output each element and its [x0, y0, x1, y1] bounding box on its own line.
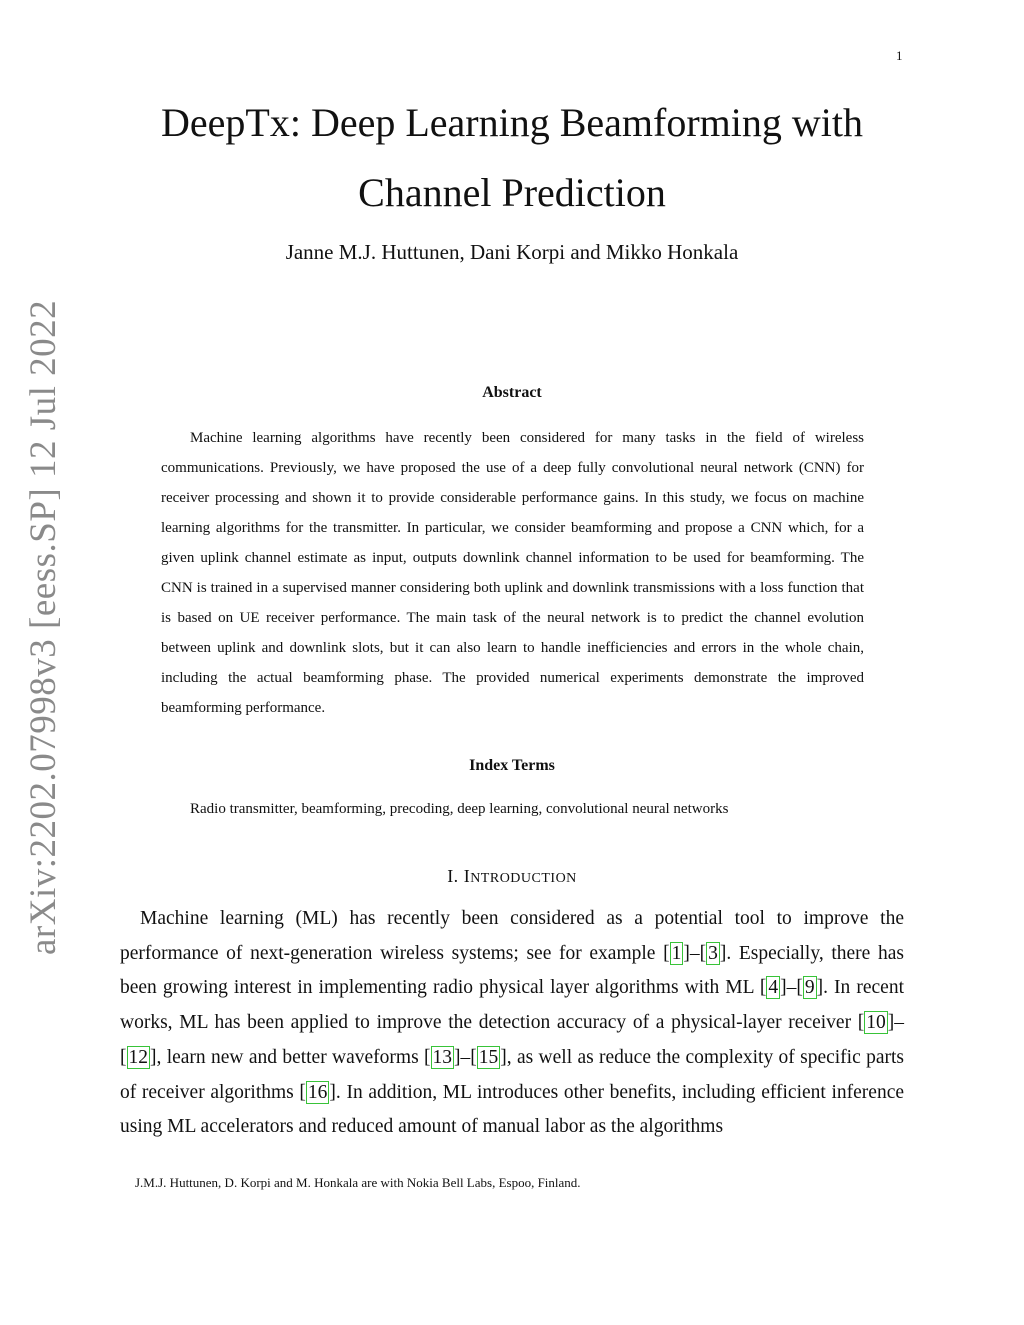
intro-text-segment: ]–[ [120, 1012, 904, 1068]
index-terms-heading: Index Terms [469, 757, 555, 774]
section-numeral: I. [447, 866, 464, 886]
abstract-text: Machine learning algorithms have recently been considered for many tasks in the field of wireless communications. Previously, we have proposed the use of a deep fully convolutional neural network (CNN) for receiver processing and shown it to provide considerable performance gains. In this study, we focus on machine learning algorithms for the transmitter. In particular, we consider beamforming and propose a CNN which, for a given uplink channel estimate as input, outputs downlink channel information to be used for beamforming. The CNN is trained in a supervised manner considering both uplink and downlink transmissions with a loss function that is based on UE receiver performance. The main task of the neural network is to predict the channel evolution between uplink and downlink slots, but it can also learn to handle inefficiencies and errors in the whole chain, including the actual beamforming phase. The provided numerical experiments demonstrate the improved beamforming performance. [161, 430, 864, 716]
index-terms-text: Radio transmitter, beamforming, precoding, deep learning, convolutional neural networks [190, 801, 729, 817]
citation-link[interactable]: 4 [768, 977, 779, 999]
citation-link[interactable]: 1 [671, 942, 682, 964]
citation-link[interactable]: 16 [307, 1081, 328, 1103]
section-title-rest: NTRODUCTION [470, 871, 577, 886]
citation-link[interactable]: 10 [866, 1012, 886, 1034]
intro-text-segment: ]. In recent works, ML has been applied to improve the detection accuracy of a physical-layer receiver [ [120, 977, 904, 1034]
title-line-2: Channel Prediction [358, 170, 666, 215]
intro-text-segment: Machine learning (ML) has recently been considered as a potential tool to improve the performance of next-generation wireless systems; see for example [ [120, 908, 904, 964]
intro-text-segment: ]–[ [683, 942, 707, 964]
abstract-heading: Abstract [482, 384, 542, 401]
intro-text-segment: ]. In addition, ML introduces other benefits, including efficient inference using ML accelerators and reduced amount of manual labor as the algorithms [120, 1081, 905, 1138]
intro-text-segment: ]–[ [454, 1046, 477, 1068]
section-title-initial: I [463, 866, 471, 886]
citation-link[interactable]: 9 [804, 977, 815, 999]
section-heading-introduction [120, 866, 904, 887]
paper-title [120, 88, 904, 228]
title-line-1: DeepTx: Deep Learning Beamforming with [161, 100, 863, 145]
intro-text-segment: ], as well as reduce the complexity of specific parts of receiver algorithms [ [120, 1046, 904, 1103]
author-list: Janne M.J. Huttunen, Dani Korpi and Mikko Honkala [285, 240, 739, 264]
page-number: 1 [896, 48, 903, 63]
intro-text-segment: ]. Especially, there has been growing interest in implementing radio physical layer algorithms with ML [ [120, 942, 904, 999]
intro-text-segment: ]–[ [780, 977, 803, 999]
citation-link[interactable]: 15 [478, 1046, 499, 1068]
arxiv-identifier-stamp: arXiv:2202.07998v3 [eess.SP] 12 Jul 2022 [23, 299, 64, 955]
citation-link[interactable]: 12 [128, 1046, 148, 1068]
introduction-paragraph [120, 902, 904, 1145]
citation-link[interactable]: 3 [708, 942, 718, 964]
intro-text-segment: ], learn new and better waveforms [ [150, 1046, 431, 1068]
author-affiliation-footnote: J.M.J. Huttunen, D. Korpi and M. Honkala are with Nokia Bell Labs, Espoo, Finland. [135, 1175, 581, 1190]
citation-link[interactable]: 13 [432, 1046, 453, 1068]
